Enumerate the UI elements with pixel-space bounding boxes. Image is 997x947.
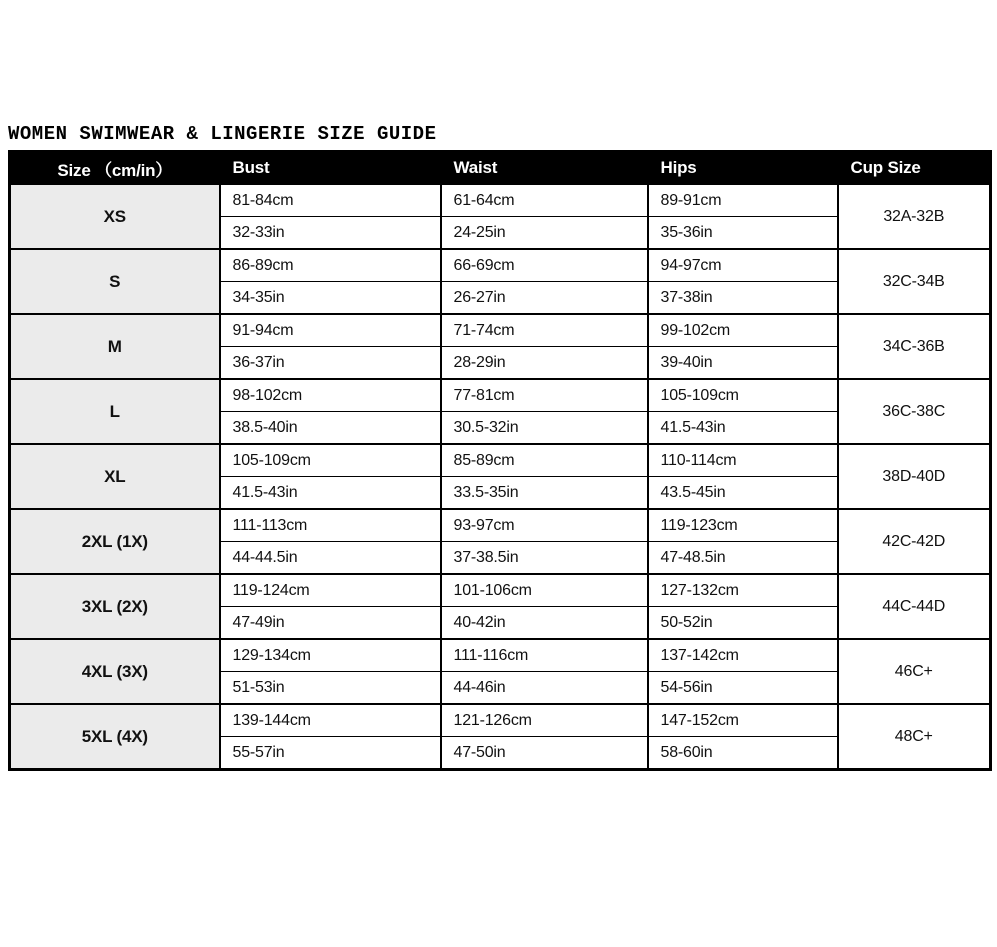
hips-cm-cell: 105-109cm [648, 379, 838, 412]
waist-cm-cell: 61-64cm [441, 184, 648, 217]
cup-size-cell: 34C-36B [838, 314, 991, 379]
table-row-cm [10, 379, 991, 412]
table-row-cm [10, 184, 991, 217]
size-label-cell: XS [10, 184, 220, 249]
size-label-cell: 4XL (3X) [10, 639, 220, 704]
cup-size-cell: 32C-34B [838, 249, 991, 314]
waist-cm-cell: 121-126cm [441, 704, 648, 737]
waist-in-cell: 28-29in [441, 347, 648, 380]
size-label-cell: 3XL (2X) [10, 574, 220, 639]
bust-cm-cell: 129-134cm [220, 639, 441, 672]
table-row-cm [10, 444, 991, 477]
bust-in-cell: 32-33in [220, 217, 441, 250]
table-row-cm [10, 509, 991, 542]
waist-cm-cell: 111-116cm [441, 639, 648, 672]
bust-in-cell: 38.5-40in [220, 412, 441, 445]
cup-size-cell: 32A-32B [838, 184, 991, 249]
hips-cm-cell: 119-123cm [648, 509, 838, 542]
col-header-size: Size （cm/in） [10, 152, 220, 185]
hips-in-cell: 35-36in [648, 217, 838, 250]
hips-in-cell: 58-60in [648, 737, 838, 770]
size-label-cell: L [10, 379, 220, 444]
waist-in-cell: 33.5-35in [441, 477, 648, 510]
waist-in-cell: 26-27in [441, 282, 648, 315]
bust-cm-cell: 111-113cm [220, 509, 441, 542]
table-row-cm [10, 639, 991, 672]
size-row-group [10, 509, 991, 574]
cup-size-cell: 42C-42D [838, 509, 991, 574]
hips-in-cell: 41.5-43in [648, 412, 838, 445]
col-header-bust: Bust [220, 152, 441, 185]
hips-cm-cell: 147-152cm [648, 704, 838, 737]
hips-in-cell: 43.5-45in [648, 477, 838, 510]
cup-size-cell: 38D-40D [838, 444, 991, 509]
hips-cm-cell: 127-132cm [648, 574, 838, 607]
cup-size-cell: 46C+ [838, 639, 991, 704]
hips-cm-cell: 94-97cm [648, 249, 838, 282]
table-row-cm [10, 249, 991, 282]
bust-in-cell: 41.5-43in [220, 477, 441, 510]
col-header-waist: Waist [441, 152, 648, 185]
size-guide-table [8, 150, 992, 771]
size-label-cell: M [10, 314, 220, 379]
bust-in-cell: 34-35in [220, 282, 441, 315]
bust-cm-cell: 139-144cm [220, 704, 441, 737]
waist-cm-cell: 77-81cm [441, 379, 648, 412]
col-header-cup: Cup Size [838, 152, 991, 185]
hips-cm-cell: 110-114cm [648, 444, 838, 477]
size-row-group [10, 444, 991, 509]
bust-cm-cell: 98-102cm [220, 379, 441, 412]
waist-in-cell: 44-46in [441, 672, 648, 705]
bust-in-cell: 51-53in [220, 672, 441, 705]
bust-cm-cell: 105-109cm [220, 444, 441, 477]
bust-cm-cell: 119-124cm [220, 574, 441, 607]
hips-cm-cell: 99-102cm [648, 314, 838, 347]
col-header-hips: Hips [648, 152, 838, 185]
hips-in-cell: 37-38in [648, 282, 838, 315]
waist-in-cell: 24-25in [441, 217, 648, 250]
header-row [10, 152, 991, 185]
size-row-group [10, 574, 991, 639]
table-header [10, 152, 991, 185]
hips-cm-cell: 137-142cm [648, 639, 838, 672]
hips-in-cell: 47-48.5in [648, 542, 838, 575]
size-row-group [10, 314, 991, 379]
table-row-cm [10, 574, 991, 607]
bust-cm-cell: 91-94cm [220, 314, 441, 347]
size-label-cell: XL [10, 444, 220, 509]
size-label-cell: 5XL (4X) [10, 704, 220, 770]
bust-cm-cell: 86-89cm [220, 249, 441, 282]
waist-cm-cell: 66-69cm [441, 249, 648, 282]
waist-in-cell: 47-50in [441, 737, 648, 770]
hips-in-cell: 39-40in [648, 347, 838, 380]
size-label-cell: 2XL (1X) [10, 509, 220, 574]
hips-cm-cell: 89-91cm [648, 184, 838, 217]
hips-in-cell: 50-52in [648, 607, 838, 640]
bust-cm-cell: 81-84cm [220, 184, 441, 217]
cup-size-cell: 44C-44D [838, 574, 991, 639]
size-row-group [10, 639, 991, 704]
waist-cm-cell: 93-97cm [441, 509, 648, 542]
waist-cm-cell: 101-106cm [441, 574, 648, 607]
table-row-cm [10, 314, 991, 347]
waist-cm-cell: 85-89cm [441, 444, 648, 477]
bust-in-cell: 55-57in [220, 737, 441, 770]
waist-cm-cell: 71-74cm [441, 314, 648, 347]
bust-in-cell: 44-44.5in [220, 542, 441, 575]
table-row-cm [10, 704, 991, 737]
waist-in-cell: 30.5-32in [441, 412, 648, 445]
size-row-group [10, 379, 991, 444]
bust-in-cell: 47-49in [220, 607, 441, 640]
waist-in-cell: 37-38.5in [441, 542, 648, 575]
cup-size-cell: 48C+ [838, 704, 991, 770]
size-row-group [10, 704, 991, 770]
cup-size-cell: 36C-38C [838, 379, 991, 444]
hips-in-cell: 54-56in [648, 672, 838, 705]
bust-in-cell: 36-37in [220, 347, 441, 380]
size-label-cell: S [10, 249, 220, 314]
size-row-group [10, 249, 991, 314]
page-title: WOMEN SWIMWEAR & LINGERIE SIZE GUIDE [8, 123, 437, 145]
size-row-group [10, 184, 991, 249]
waist-in-cell: 40-42in [441, 607, 648, 640]
